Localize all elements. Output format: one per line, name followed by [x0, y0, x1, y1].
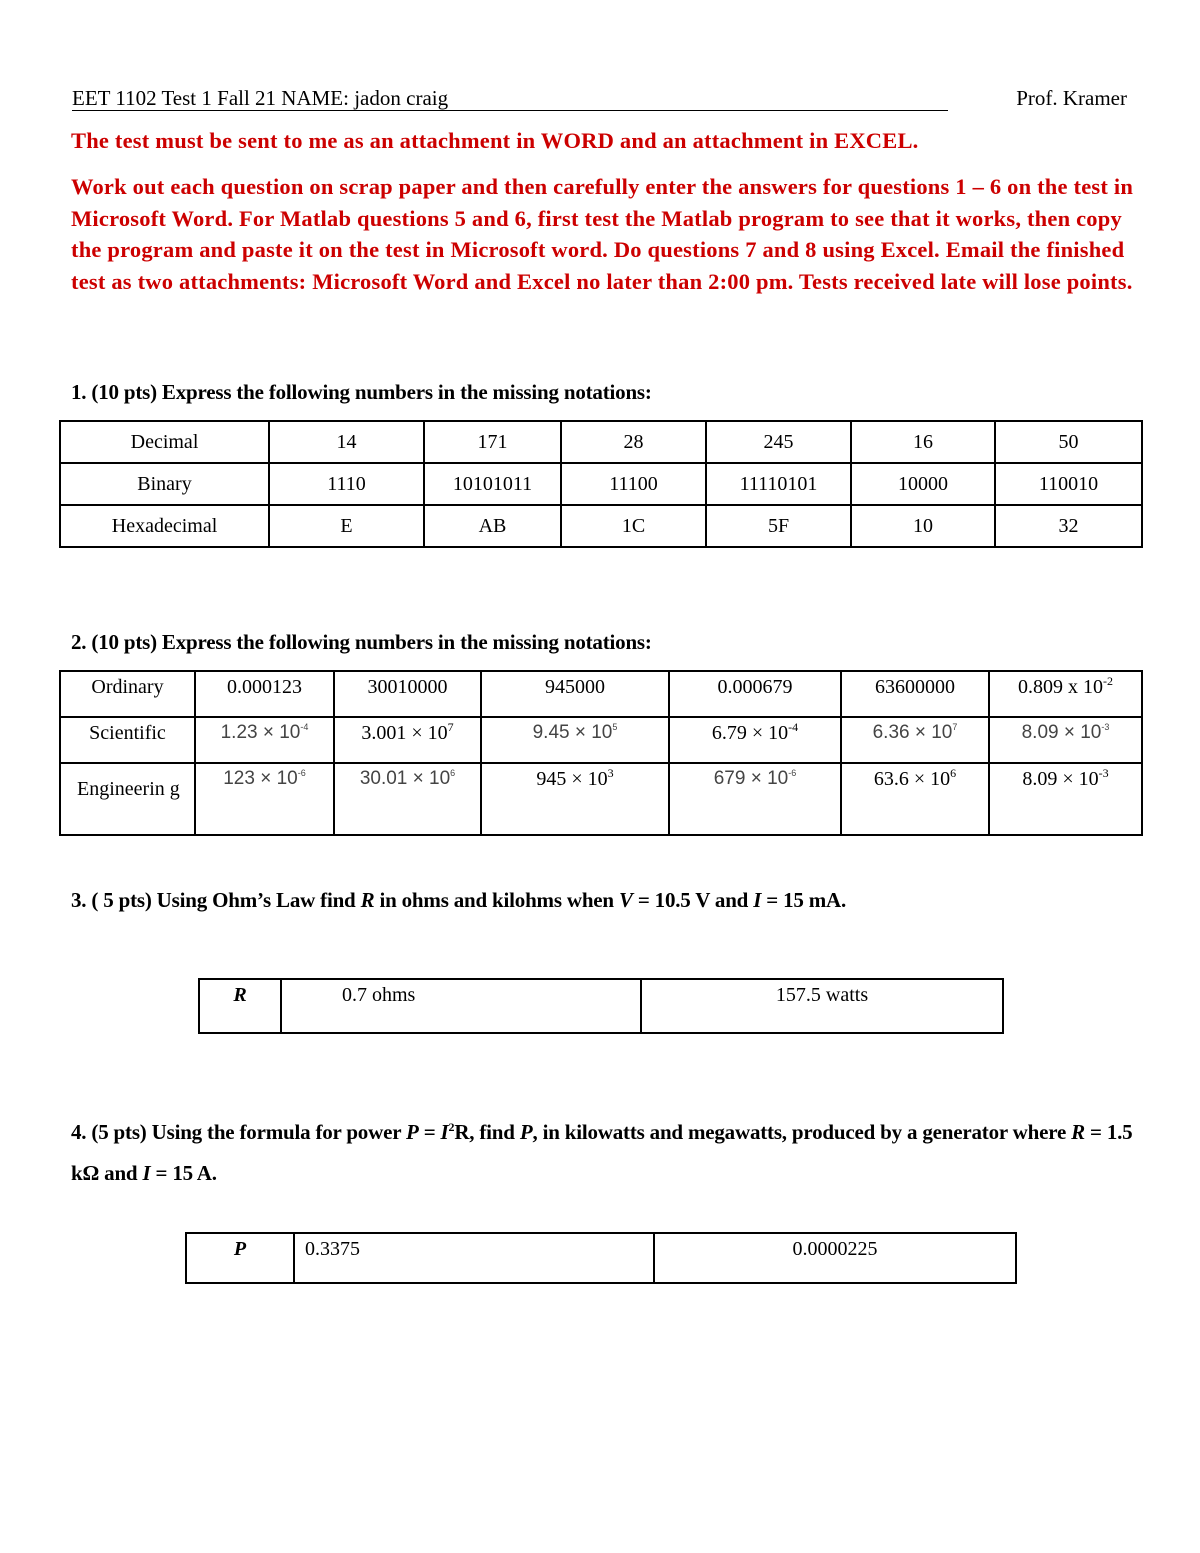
table-row: [60, 717, 1142, 763]
row-label-p: P: [186, 1233, 294, 1283]
table-cell[interactable]: [334, 763, 481, 835]
row-label-r: R: [199, 979, 281, 1033]
eng-exponent: 6: [450, 768, 456, 778]
table-cell[interactable]: [989, 763, 1142, 835]
table-row: [60, 421, 1142, 463]
table-cell[interactable]: [989, 671, 1142, 717]
answer-kilowatts[interactable]: 0.3375: [294, 1233, 654, 1283]
q4-sup: 2: [448, 1120, 455, 1134]
eng-exponent: -6: [297, 768, 306, 778]
question-2-table: [59, 670, 1143, 836]
q4-var: P: [406, 1120, 419, 1144]
eng-mantissa: 945 × 10: [536, 768, 608, 790]
q3-text: in ohms and kilohms when: [374, 888, 619, 912]
table-cell[interactable]: AB: [424, 505, 561, 547]
table-cell[interactable]: [481, 717, 669, 763]
table-cell[interactable]: 5F: [706, 505, 851, 547]
q4-text: 4. (5 pts) Using the formula for power: [71, 1120, 406, 1144]
table-row: [60, 463, 1142, 505]
sci-mantissa: 3.001 × 10: [361, 722, 448, 744]
table-cell[interactable]: [841, 717, 989, 763]
row-label-ordinary: Ordinary: [60, 671, 195, 717]
q3-var: V: [618, 888, 633, 912]
q3-text: = 15 mA.: [761, 888, 847, 912]
q4-var: I: [440, 1120, 449, 1144]
table-cell[interactable]: [195, 717, 334, 763]
table-cell[interactable]: [989, 717, 1142, 763]
header-title: [72, 86, 448, 111]
row-label-binary: Binary: [60, 463, 269, 505]
q4-text: R, find: [454, 1120, 520, 1144]
question-1-prompt: 1. (10 pts) Express the following numbers in the missing notations:: [71, 380, 652, 404]
answer-kilohms[interactable]: 157.5 watts: [641, 979, 1003, 1033]
answer-ohms[interactable]: 0.7 ohms: [281, 979, 641, 1033]
q4-var: R: [1071, 1120, 1085, 1144]
q3-var: R: [360, 888, 375, 912]
table-row: [186, 1233, 1016, 1283]
question-1-table: [59, 420, 1143, 548]
table-cell[interactable]: 30010000: [334, 671, 481, 717]
table-cell[interactable]: 171: [424, 421, 561, 463]
table-cell[interactable]: 10: [851, 505, 995, 547]
table-cell[interactable]: 245: [706, 421, 851, 463]
eng-exponent: 6: [950, 766, 957, 780]
sci-mantissa: 8.09 × 10: [1021, 722, 1102, 743]
name-underline: [72, 110, 948, 111]
q4-text: = 15 A.: [150, 1161, 217, 1185]
q3-text: = 10.5 V and: [632, 888, 754, 912]
sci-exponent: 7: [952, 722, 958, 732]
table-cell[interactable]: [481, 763, 669, 835]
q4-text: = 1.5 kΩ and: [71, 1120, 1133, 1185]
table-cell[interactable]: 0.000679: [669, 671, 841, 717]
sci-exponent: 7: [447, 720, 454, 734]
header-title-text: EET 1102 Test 1 Fall 21 NAME: jadon craig: [72, 86, 449, 110]
table-row: [60, 671, 1142, 717]
table-cell[interactable]: 0.000123: [195, 671, 334, 717]
eng-mantissa: 8.09 × 10: [1022, 768, 1099, 790]
q4-var: P: [519, 1120, 533, 1144]
table-cell[interactable]: 11110101: [706, 463, 851, 505]
row-label-hexadecimal: Hexadecimal: [60, 505, 269, 547]
eng-mantissa: 63.6 × 10: [873, 768, 951, 790]
q3-var: I: [753, 888, 762, 912]
table-cell[interactable]: 1C: [561, 505, 706, 547]
ordinary-mantissa: 0.809 x 10: [1018, 676, 1103, 698]
table-cell[interactable]: [334, 717, 481, 763]
table-cell[interactable]: 28: [561, 421, 706, 463]
table-cell[interactable]: [841, 763, 989, 835]
row-label-decimal: Decimal: [60, 421, 269, 463]
table-cell[interactable]: 14: [269, 421, 424, 463]
sci-mantissa: 6.79 × 10: [711, 722, 789, 744]
sci-exponent: -4: [788, 720, 799, 734]
sci-exponent: -4: [300, 722, 309, 732]
question-3-prompt: [71, 888, 846, 913]
table-cell[interactable]: 10101011: [424, 463, 561, 505]
q4-text: , in kilowatts and megawatts, produced by a generator where: [532, 1120, 1072, 1144]
eng-mantissa: 123 × 10: [223, 768, 298, 789]
sci-mantissa: 6.36 × 10: [872, 722, 953, 743]
table-cell[interactable]: 10000: [851, 463, 995, 505]
table-cell[interactable]: 945000: [481, 671, 669, 717]
table-cell[interactable]: [195, 763, 334, 835]
sci-exponent: 5: [612, 722, 618, 732]
table-row: [60, 763, 1142, 835]
eng-mantissa: 30.01 × 10: [359, 768, 451, 789]
q4-text: =: [418, 1120, 441, 1144]
professor-name: Prof. Kramer: [1016, 86, 1127, 110]
row-label-engineering: Engineerin g: [60, 763, 195, 835]
eng-exponent: -6: [788, 768, 797, 778]
row-label-scientific: Scientific: [60, 717, 195, 763]
table-cell[interactable]: 16: [851, 421, 995, 463]
table-row: [199, 979, 1003, 1033]
instruction-paragraph: Work out each question on scrap paper and then carefully enter the answers for questions 1 – 6 on the test in Microsoft Word. For Matlab questions 5 and 6, first test the Matlab program to see that it works, then copy the program and paste it on the test in Microsoft word. Do questions 7 and 8 using Excel. Email the finished test as two attachments: Microsoft Word and Excel no later than 2:00 pm. Tests received late will lose points.: [71, 174, 1134, 294]
table-cell[interactable]: 1110: [269, 463, 424, 505]
question-4-table: [185, 1232, 1017, 1284]
question-4-prompt: [71, 1112, 1151, 1194]
table-cell[interactable]: 11100: [561, 463, 706, 505]
sci-mantissa: 1.23 × 10: [220, 722, 301, 743]
eng-exponent: -3: [1098, 766, 1109, 780]
sci-mantissa: 9.45 × 10: [532, 722, 613, 743]
table-cell[interactable]: 110010: [995, 463, 1142, 505]
table-cell[interactable]: 32: [995, 505, 1142, 547]
table-cell[interactable]: [669, 717, 841, 763]
answer-megawatts[interactable]: 0.0000225: [654, 1233, 1016, 1283]
table-cell[interactable]: 50: [995, 421, 1142, 463]
question-2-prompt: 2. (10 pts) Express the following numbers in the missing notations:: [71, 630, 652, 654]
question-3-table: [198, 978, 1004, 1034]
table-cell[interactable]: E: [269, 505, 424, 547]
table-cell[interactable]: 63600000: [841, 671, 989, 717]
eng-exponent: 3: [607, 766, 614, 780]
sci-exponent: -3: [1101, 722, 1110, 732]
eng-mantissa: 679 × 10: [713, 768, 789, 789]
table-cell[interactable]: [669, 763, 841, 835]
table-row: [60, 505, 1142, 547]
q4-var: I: [142, 1161, 151, 1185]
instruction-attachment: The test must be sent to me as an attachment in WORD and an attachment in EXCEL.: [71, 128, 919, 153]
q3-text: 3. ( 5 pts) Using Ohm’s Law find: [71, 888, 361, 912]
ordinary-exponent: -2: [1103, 674, 1113, 688]
